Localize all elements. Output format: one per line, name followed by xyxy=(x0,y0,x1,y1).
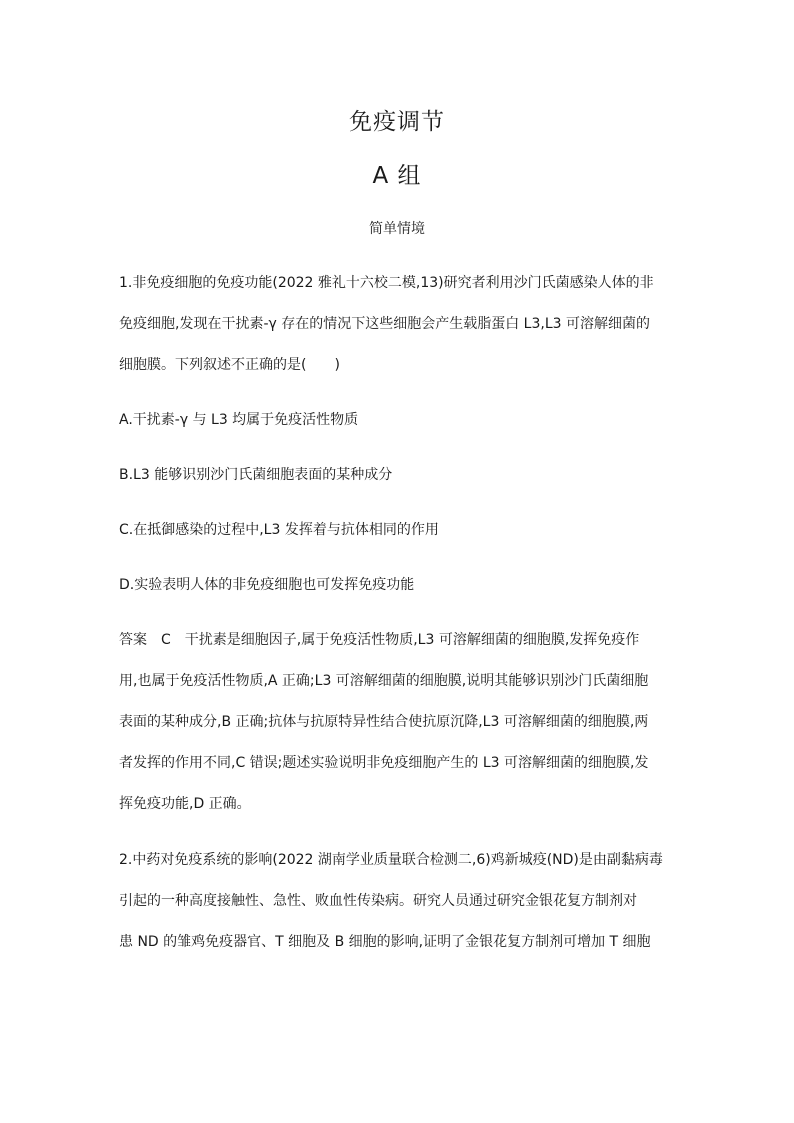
question-2-line-3: 患 ND 的雏鸡免疫器官、T 细胞及 B 细胞的影响,证明了金银花复方制剂可增加 T 细胞 xyxy=(119,934,651,950)
answer-line-3: 表面的某种成分,B 正确;抗体与抗原特异性结合使抗原沉降,L3 可溶解细菌的细胞膜,两 xyxy=(119,714,649,730)
section-heading: 简单情境 xyxy=(369,221,425,237)
question-2-line-2: 引起的一种高度接触性、急性、败血性传染病。研究人员通过研究金银花复方制剂对 xyxy=(119,893,637,909)
question-2-line-1: 2.中药对免疫系统的影响(2022 湖南学业质量联合检测二,6)鸡新城疫(ND)是由副黏病毒 xyxy=(119,852,663,868)
answer-line-4: 者发挥的作用不同,C 错误;题述实验说明非免疫细胞产生的 L3 可溶解细菌的细胞膜,发 xyxy=(119,755,649,771)
answer-line-5: 挥免疫功能,D 正确。 xyxy=(119,796,251,812)
question-1-line-3: 细胞膜。下列叙述不正确的是( ) xyxy=(119,357,340,373)
page-title: 免疫调节 xyxy=(349,109,445,135)
option-c: C.在抵御感染的过程中,L3 发挥着与抗体相同的作用 xyxy=(119,522,439,538)
question-1-line-1: 1.非免疫细胞的免疫功能(2022 雅礼十六校二模,13)研究者利用沙门氏菌感染人体的非 xyxy=(119,275,654,291)
group-heading: A 组 xyxy=(372,163,422,189)
question-1-line-2: 免疫细胞,发现在干扰素-γ 存在的情况下这些细胞会产生载脂蛋白 L3,L3 可溶解细菌的 xyxy=(119,316,650,332)
option-a: A.干扰素-γ 与 L3 均属于免疫活性物质 xyxy=(119,412,359,428)
option-b: B.L3 能够识别沙门氏菌细胞表面的某种成分 xyxy=(119,467,393,483)
answer-line-1: 答案 C 干扰素是细胞因子,属于免疫活性物质,L3 可溶解细菌的细胞膜,发挥免疫作 xyxy=(119,632,640,648)
option-d: D.实验表明人体的非免疫细胞也可发挥免疫功能 xyxy=(119,577,415,593)
answer-line-2: 用,也属于免疫活性物质,A 正确;L3 可溶解细菌的细胞膜,说明其能够识别沙门氏菌细胞 xyxy=(119,673,649,689)
